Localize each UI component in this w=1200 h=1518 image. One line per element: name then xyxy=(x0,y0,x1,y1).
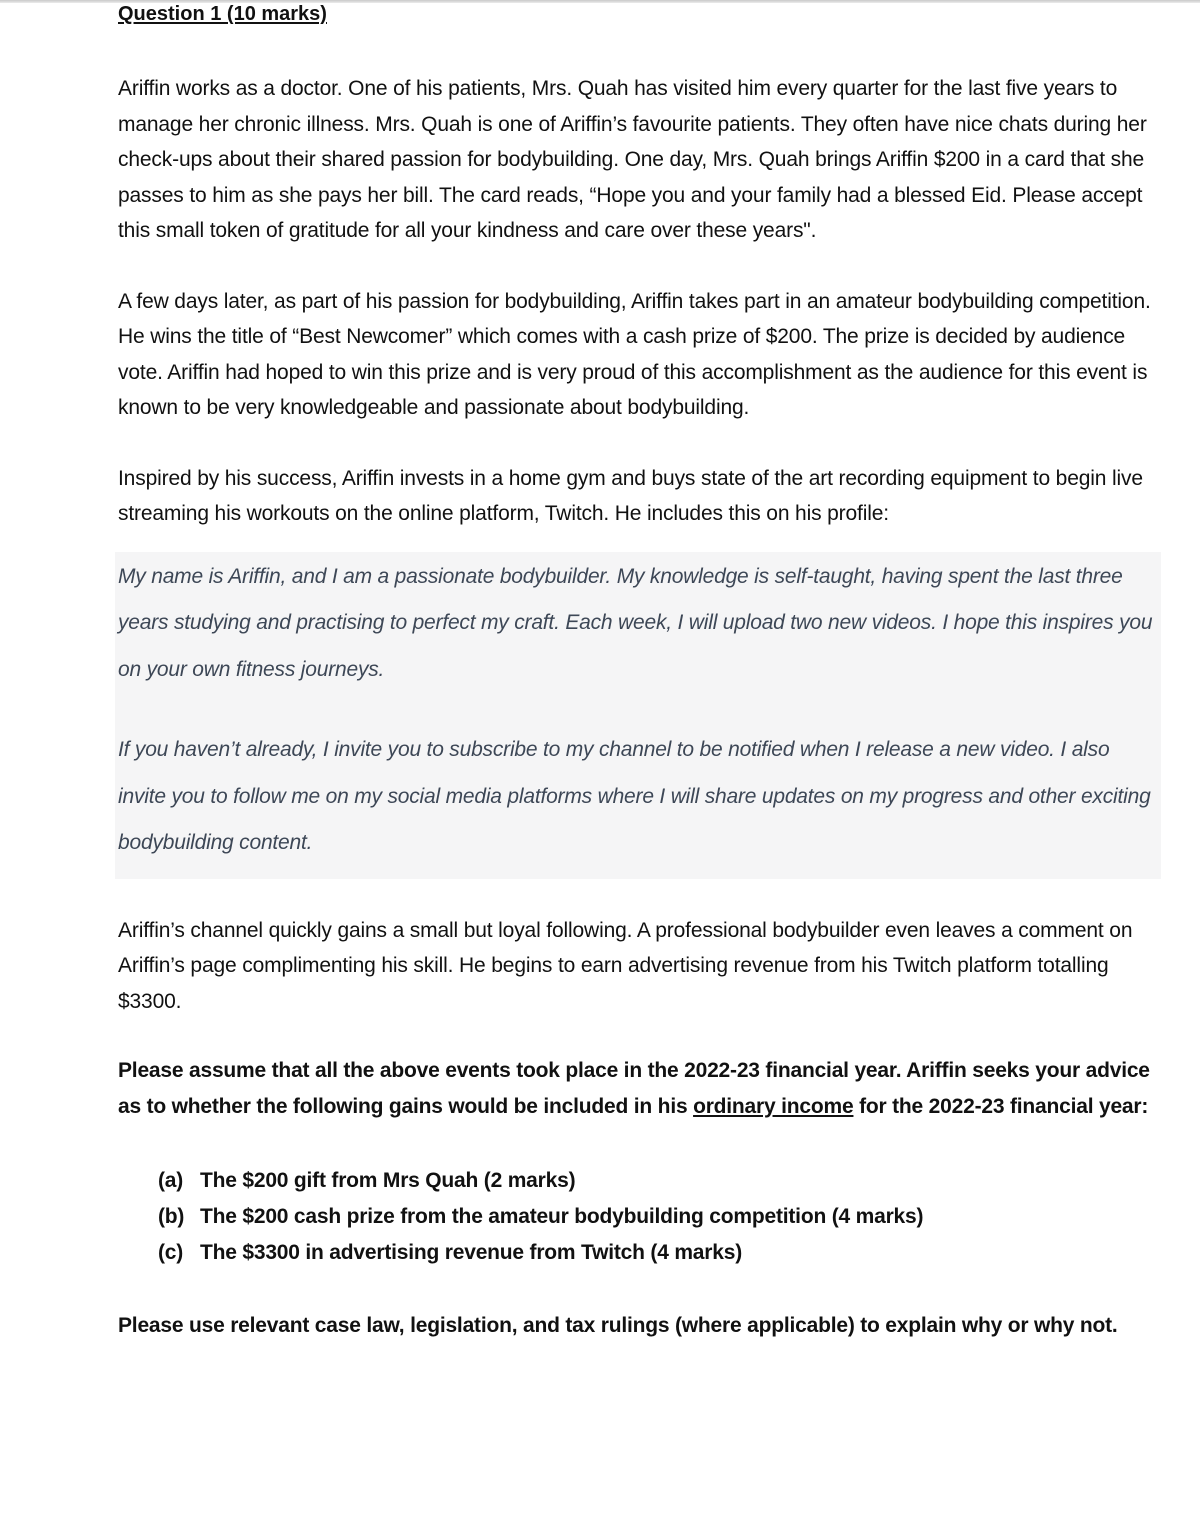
sub-question-label: (b) xyxy=(158,1205,185,1228)
ordinary-income-term: ordinary income xyxy=(693,1095,854,1118)
sub-question-b xyxy=(158,1199,1164,1235)
profile-text-invite: If you haven’t already, I invite you to subscribe to my channel to be notified when I release a new video. I also invite you to follow me on my social media platforms where I will share updates on my progress and other exciting bodybuilding content. xyxy=(118,738,1151,854)
sub-question-a xyxy=(158,1163,1164,1199)
paragraph-gift: Ariffin works as a doctor. One of his patients, Mrs. Quah has visited him every quarter for the last five years to manage her chronic illness. Mrs. Quah is one of Ariffin’s favourite patients. They often have nice chats during her check-ups about their shared passion for bodybuilding. One day, Mrs. Quah brings Ariffin $200 in a card that she passes to him as she pays her bill. The card reads, “Hope you and your family had a blessed Eid. Please accept this small token of gratitude for all your kindness and care over these years". xyxy=(118,77,1147,242)
paragraph-competition: A few days later, as part of his passion for bodybuilding, Ariffin takes part in an amateur bodybuilding competition. He wins the title of “Best Newcomer” which comes with a cash prize of $200. The prize is decided by audience vote. Ariffin had hoped to win this prize and is very proud of this accomplishment as the audience for this event is known to be very knowledgeable and passionate about bodybuilding. xyxy=(118,289,1151,419)
document-page xyxy=(118,0,1164,1344)
closing-instruction: Please use relevant case law, legislation, and tax rulings (where applicable) to explain why or why not. xyxy=(118,1314,1118,1337)
sub-question-text: The $200 cash prize from the amateur bodybuilding competition (4 marks) xyxy=(200,1205,924,1228)
sub-question-text: The $200 gift from Mrs Quah (2 marks) xyxy=(200,1169,576,1192)
profile-text-intro: My name is Ariffin, and I am a passionate bodybuilder. My knowledge is self-taught, having spent the last three years studying and practising to perfect my craft. Each week, I will upload two new videos. I hope this inspires you on your own fitness journeys. xyxy=(118,564,1153,681)
sub-question-label: (a) xyxy=(158,1169,184,1192)
question-heading: Question 1 (10 marks) xyxy=(118,3,327,25)
profile-quote-box xyxy=(115,552,1161,879)
sub-question-label: (c) xyxy=(158,1241,184,1264)
instruction-text-start: Please assume that all the above events took place in the 2022-23 financial year. Ariffin seeks your advice as to whether the following gains would be included in his xyxy=(118,1059,1150,1118)
instruction-text-end: for the 2022-23 financial year: xyxy=(853,1095,1149,1118)
paragraph-revenue: Ariffin’s channel quickly gains a small but loyal following. A professional bodybuilder even leaves a comment on Ariffin’s page complimenting his skill. He begins to earn advertising revenue from his Twitch platform totalling $3300. xyxy=(118,918,1133,1013)
sub-question-c xyxy=(158,1235,1164,1271)
sub-question-text: The $3300 in advertising revenue from Twitch (4 marks) xyxy=(200,1241,742,1264)
paragraph-twitch: Inspired by his success, Ariffin invests in a home gym and buys state of the art recording equipment to begin live streaming his workouts on the online platform, Twitch. He includes this on his profile: xyxy=(118,466,1143,525)
advice-instruction xyxy=(118,1053,1164,1125)
sub-question-list xyxy=(158,1163,1164,1271)
